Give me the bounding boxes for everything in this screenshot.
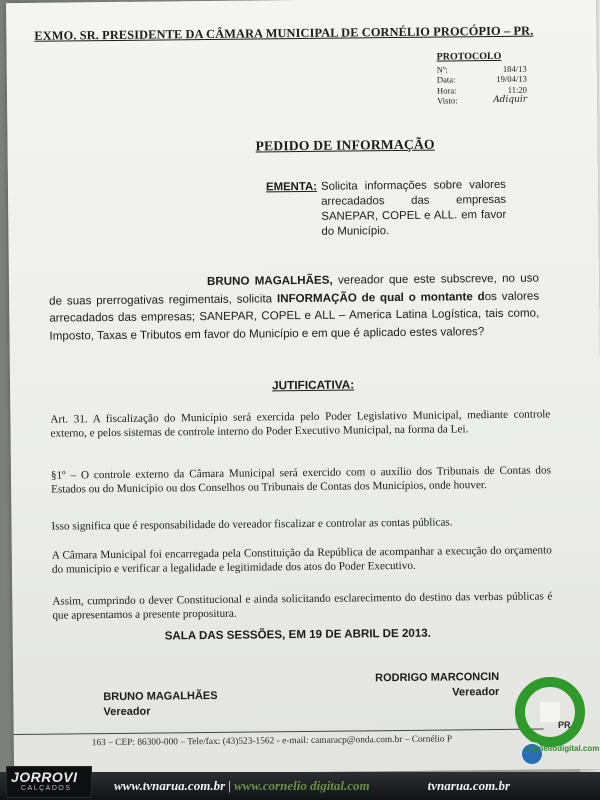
logo-pr-tag: PR bbox=[558, 720, 571, 730]
signature-block-right bbox=[375, 670, 499, 701]
jorrovi-brand: JORROVI bbox=[11, 769, 78, 785]
intro-text-1: vereador que este subscreve, no uso de suas prerrogativas regimentais, solicita bbox=[49, 271, 539, 308]
link-tvnarua-short[interactable]: tvnarua.com.br bbox=[427, 778, 511, 793]
visto-signature: Adiquir bbox=[493, 94, 528, 105]
body-paragraph: Isso significa que é responsabilidade do vereador fiscalizar e controlar as contas públicas. bbox=[51, 516, 453, 533]
footer-address bbox=[14, 734, 534, 749]
logo-text: corneliodigital.com bbox=[526, 744, 600, 753]
ementa-text: Solicita informações sobre valores arrecadados das empresas SANEPAR, COPEL e ALL. em favor do Município. bbox=[320, 178, 507, 238]
protocol-row bbox=[437, 95, 527, 106]
ementa-block bbox=[266, 178, 507, 241]
signer-name: RODRIGO MARCONCIN bbox=[375, 670, 500, 685]
protocol-label: Data: bbox=[436, 74, 456, 85]
signer-name: BRUNO MAGALHÃES bbox=[103, 689, 218, 704]
signature-block-left bbox=[103, 689, 218, 720]
jorrovi-logo bbox=[6, 766, 92, 798]
logo-notch bbox=[540, 702, 560, 722]
footer-text: 163 – CEP: 86300-000 – Tele/fax: (43)523-1562 - e-mail: camaracp@onda.com.br – Cornélio P bbox=[91, 734, 453, 749]
protocol-title: PROTOCOLO bbox=[436, 50, 502, 63]
link-tvnarua[interactable]: www.tvnarua.com.br bbox=[114, 778, 226, 793]
document-page bbox=[6, 0, 600, 775]
intro-bold-text: INFORMAÇÃO de qual o montante d bbox=[276, 289, 485, 305]
author-name: BRUNO MAGALHÃES, bbox=[206, 273, 333, 289]
signer-role: Vereador bbox=[452, 685, 500, 699]
body-paragraph: Art. 31. A fiscalização do Município será exercida pelo Poder Legislativo Municipal, mediante controle externo, e pelos sistemas de controle interno do Poder Executivo Municipal, na forma da Lei. bbox=[50, 408, 551, 440]
body-paragraph: A Câmara Municipal foi encarregada pela Constituição da República de acompanhar a execução do orçamento do município e verificar a legalidade e legitimidade dos atos do Poder Executivo. bbox=[51, 544, 552, 576]
protocol-value: 184/13 bbox=[502, 63, 527, 74]
signer-role: Vereador bbox=[103, 705, 151, 719]
intro-text-2: os valores arrecadados das empresas; SANEPAR, COPEL e ALL – America Latina Logística, tais como, Imposto, Taxas e Tributos em favor do Município e em que é aplicado estes valores? bbox=[49, 289, 540, 343]
body-paragraph: §1º – O controle externo da Câmara Municipal será exercido com o auxílio dos Tribunais de Contas dos Estados ou do Município ou dos Conselhos ou Tribunais de Contas dos Municípios, onde houver. bbox=[50, 464, 552, 496]
document-title: PEDIDO DE INFORMAÇÃO bbox=[255, 136, 435, 154]
justificativa-heading: JUTIFICATIVA: bbox=[271, 377, 355, 393]
intro-paragraph bbox=[49, 270, 540, 346]
jorrovi-subtitle: CALÇADOS bbox=[21, 785, 72, 792]
link-separator: | bbox=[228, 778, 231, 793]
session-date: SALA DAS SESSÕES, EM 19 DE ABRIL DE 2013. bbox=[164, 626, 432, 643]
body-paragraph: Assim, cumprindo o dever Constitucional e ainda solicitando esclarecimento do destino das verbas públicas é que apresentamos a presente propositura. bbox=[52, 590, 553, 622]
ementa-label: EMENTA: bbox=[265, 180, 318, 194]
protocol-stamp bbox=[437, 52, 528, 106]
link-corneliodigital[interactable]: www.cornelio digital.com bbox=[234, 778, 370, 793]
protocol-label: Nº: bbox=[436, 63, 449, 75]
protocol-value: 11:20 bbox=[507, 84, 527, 95]
protocol-label: Hora: bbox=[436, 84, 457, 96]
protocol-label: Visto: bbox=[437, 95, 458, 106]
addressee-header: EXMO. SR. PRESIDENTE DA CÂMARA MUNICIPAL DE CORNÉLIO PROCÓPIO – PR. bbox=[34, 23, 534, 43]
broadcast-links bbox=[114, 778, 510, 794]
protocol-value: 19/04/13 bbox=[496, 73, 527, 84]
